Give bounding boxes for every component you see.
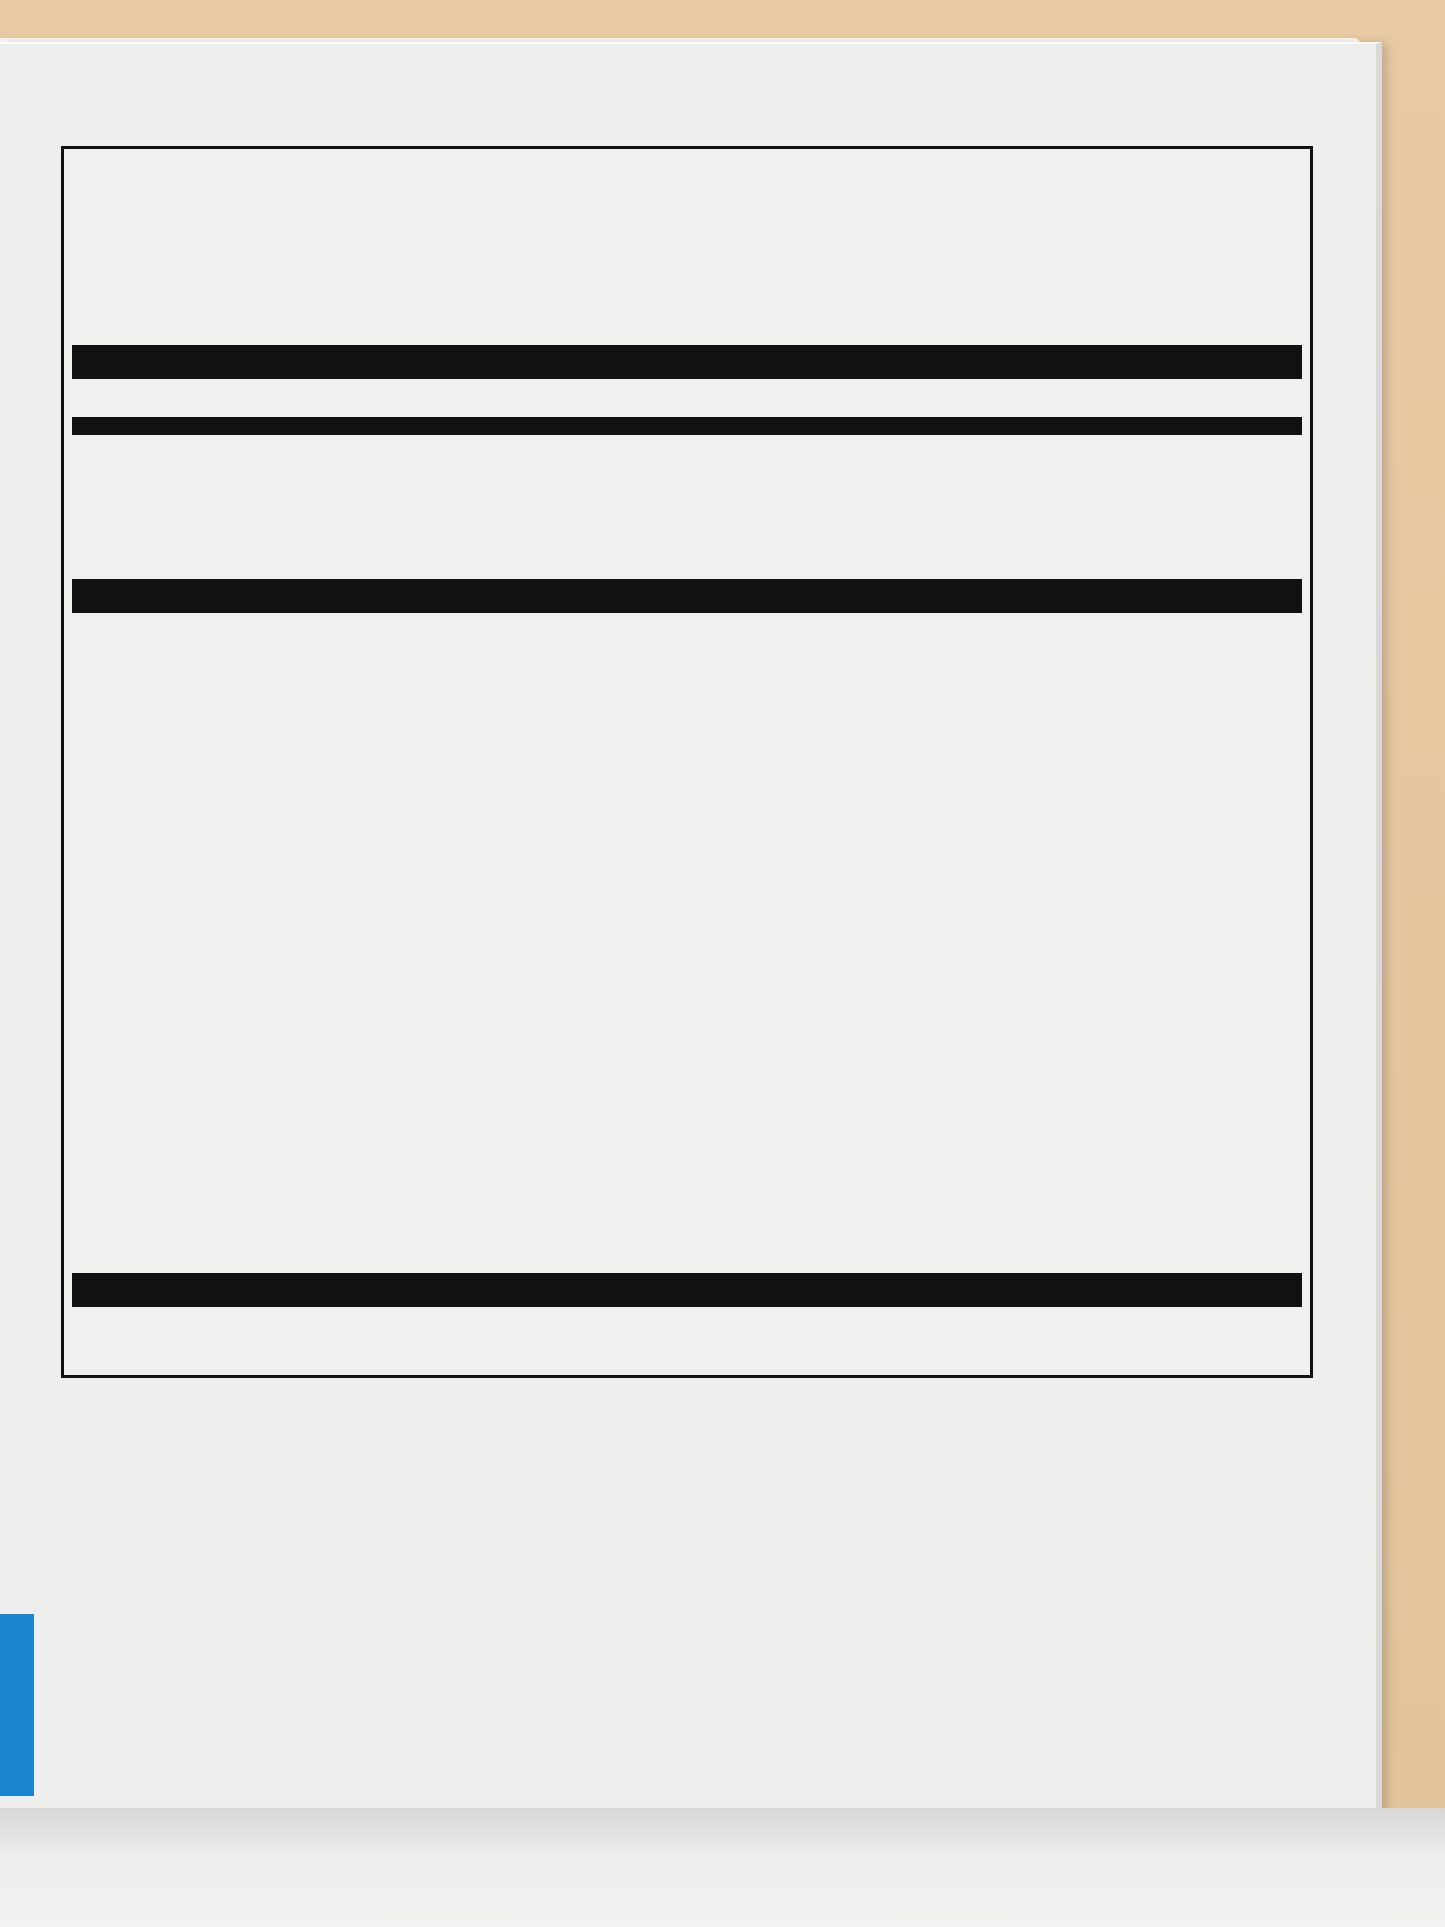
medium-divider <box>72 417 1302 435</box>
table-surface <box>0 1808 1445 1927</box>
trademark-note <box>80 1685 780 1712</box>
column-header <box>72 381 1302 413</box>
supplement-facts-panel <box>61 146 1313 1378</box>
thick-divider <box>72 1273 1302 1307</box>
blue-side-tab <box>0 1614 34 1796</box>
legal-notes <box>80 1663 780 1734</box>
product-box <box>0 42 1382 1814</box>
thick-divider <box>72 579 1302 613</box>
thick-divider <box>72 345 1302 379</box>
